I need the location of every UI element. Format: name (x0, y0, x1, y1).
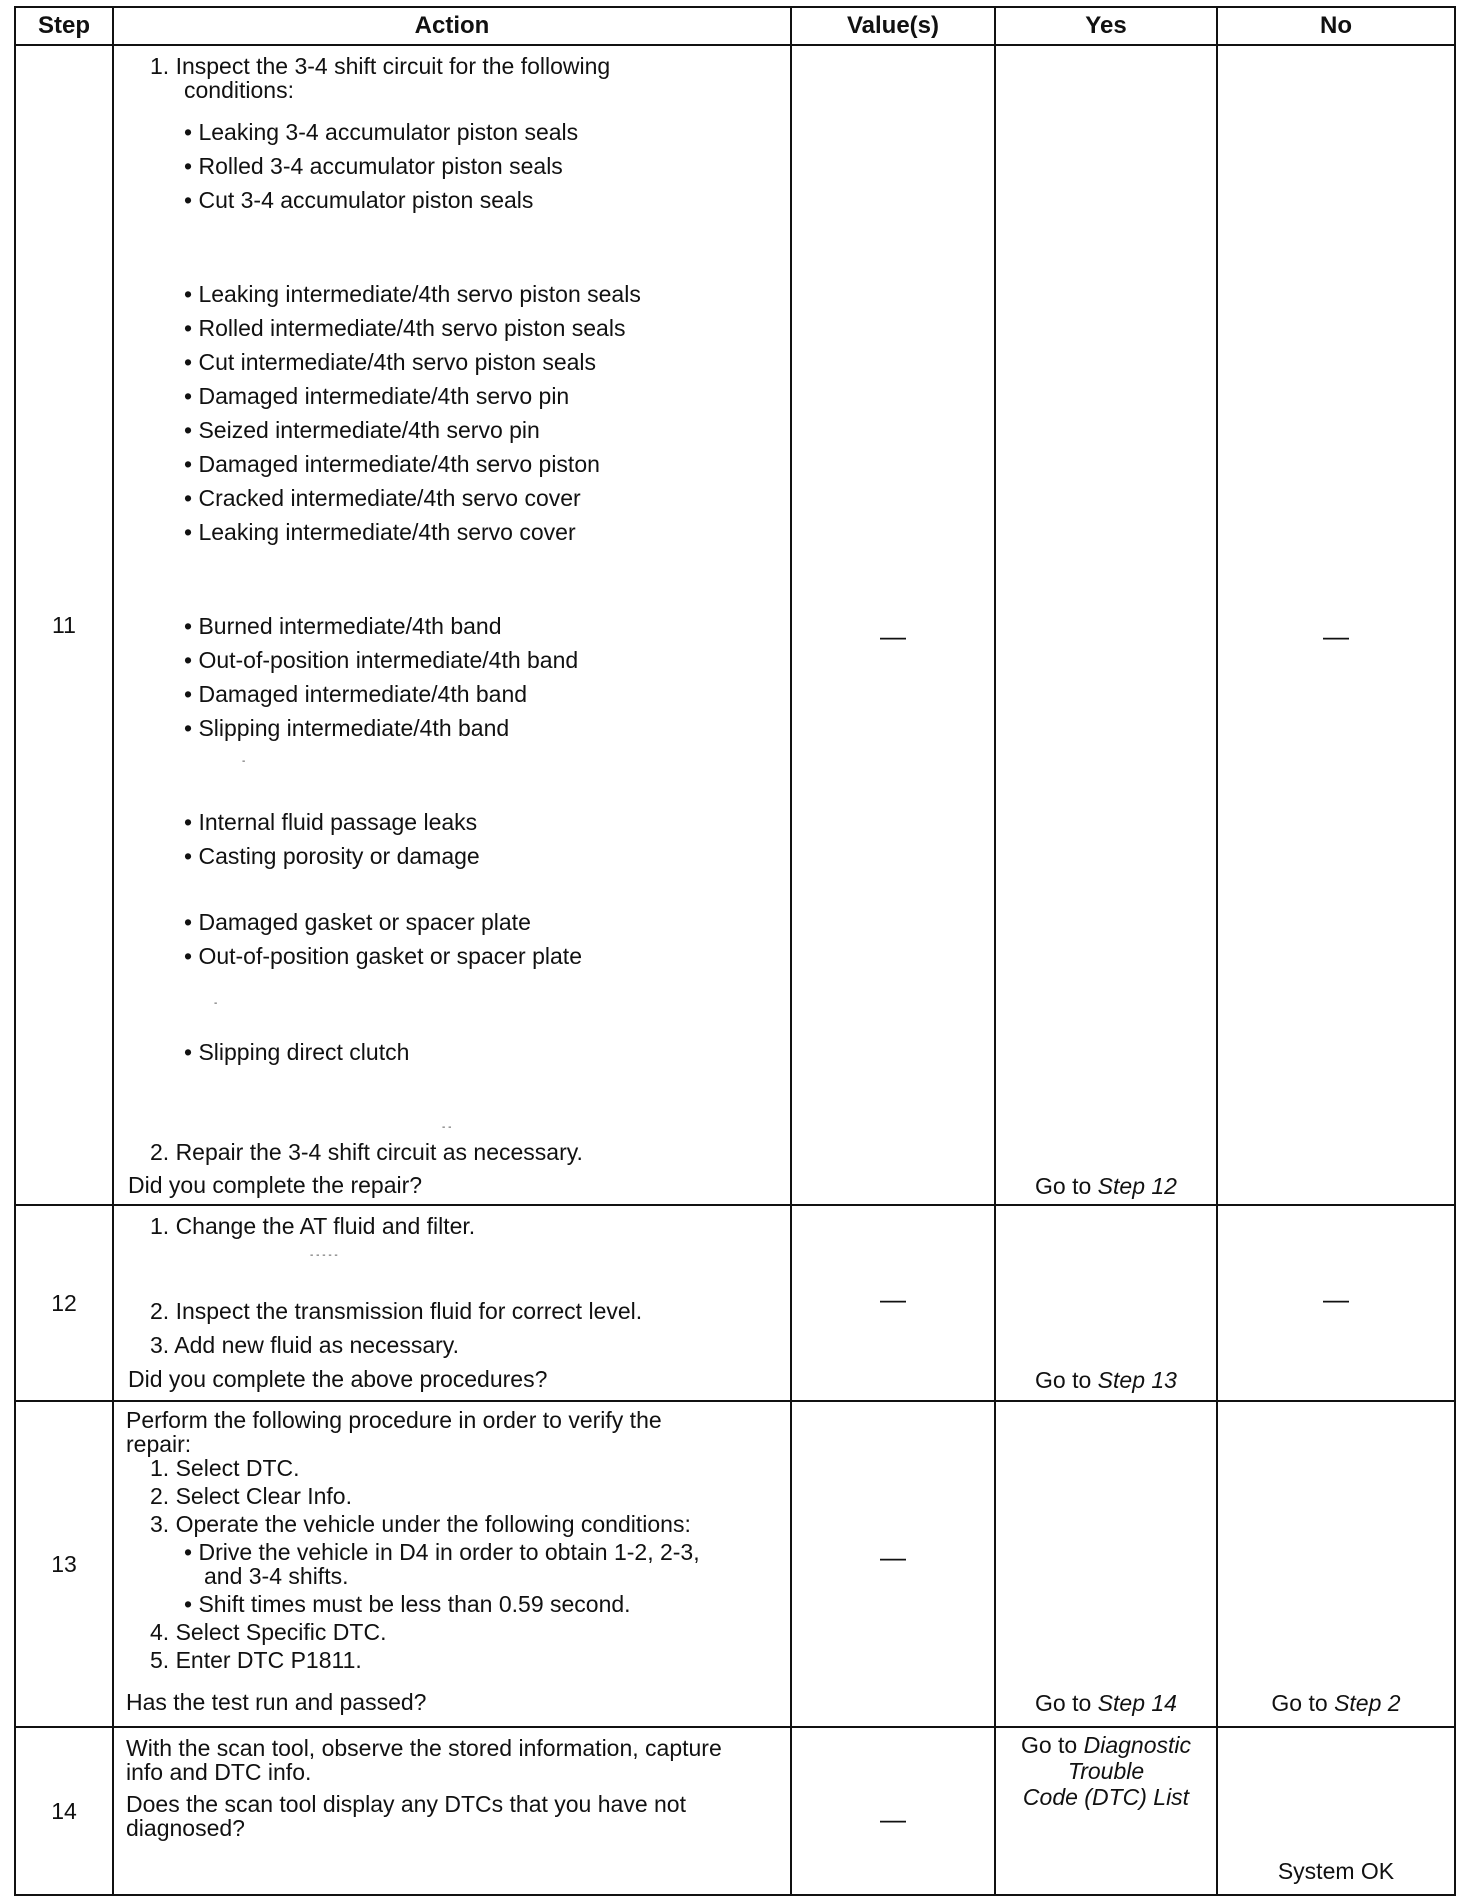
bullet-item: • Damaged intermediate/4th band (184, 681, 528, 707)
yes-goto-continued (996, 1758, 1216, 1784)
bullet-text: Slipping intermediate/4th band (198, 715, 510, 741)
step-number: 11 (52, 612, 76, 638)
action-item: 5. Enter DTC P1811. (150, 1647, 362, 1673)
bullet-text: Leaking intermediate/4th servo piston seals (198, 281, 641, 307)
value-dash: — (880, 621, 906, 651)
diagnostic-table (14, 6, 1456, 1896)
scan-speck: - (242, 756, 246, 767)
yes-cell (995, 45, 1217, 1205)
action-cell (113, 1205, 791, 1401)
scan-speck: - - - - - (310, 1250, 338, 1261)
bullet-text: Damaged intermediate/4th band (198, 681, 528, 707)
bullet-item: • Slipping intermediate/4th band (184, 715, 510, 741)
value-cell (791, 1727, 995, 1895)
yes-cell (995, 1205, 1217, 1401)
bullet-text: Cut 3-4 accumulator piston seals (198, 187, 534, 213)
yes-goto (996, 1367, 1216, 1393)
no-cell (1217, 1727, 1455, 1895)
action-cell (113, 1401, 791, 1727)
scan-speck: - - (442, 1122, 452, 1133)
bullet-item: • Internal fluid passage leaks (184, 809, 478, 835)
action-question: diagnosed? (126, 1815, 245, 1841)
no-dash: — (1323, 621, 1349, 651)
bullet-item: • Casting porosity or damage (184, 843, 480, 869)
value-cell (791, 1205, 995, 1401)
action-question: Did you complete the repair? (128, 1172, 423, 1198)
bullet-text: Leaking 3-4 accumulator piston seals (198, 119, 579, 145)
action-intro: Perform the following procedure in order to verify the (126, 1407, 662, 1433)
yes-goto (996, 1690, 1216, 1716)
bullet-item: • Slipping direct clutch (184, 1039, 410, 1065)
header-action: Action (113, 7, 791, 45)
bullet-item: • Cut 3-4 accumulator piston seals (184, 187, 534, 213)
no-cell (1217, 45, 1455, 1205)
step-cell (15, 45, 113, 1205)
bullet-text: Cut intermediate/4th servo piston seals (198, 349, 597, 375)
scan-speck: - (214, 998, 218, 1009)
bullet-text: Slipping direct clutch (198, 1039, 410, 1065)
action-item: 1. Change the AT fluid and filter. (150, 1213, 476, 1239)
action-text: With the scan tool, observe the stored information, capture (126, 1735, 722, 1761)
action-item: 3. Operate the vehicle under the following conditions: (150, 1511, 691, 1537)
goto-link: Trouble (1067, 1758, 1145, 1784)
no-cell (1217, 1401, 1455, 1727)
header-yes: Yes (995, 7, 1217, 45)
table-row (15, 1401, 1455, 1727)
bullet-item: • Shift times must be less than 0.59 second. (184, 1591, 631, 1617)
bullet-item: • Damaged gasket or spacer plate (184, 909, 531, 935)
no-result: System OK (1277, 1858, 1395, 1884)
bullet-item: • Leaking intermediate/4th servo piston seals (184, 281, 641, 307)
yes-cell (995, 1727, 1217, 1895)
yes-cell (995, 1401, 1217, 1727)
bullet-text: Internal fluid passage leaks (198, 809, 478, 835)
value-cell (791, 1401, 995, 1727)
action-question: Has the test run and passed? (126, 1689, 427, 1715)
action-item: 2. Select Clear Info. (150, 1483, 352, 1509)
action-question: Does the scan tool display any DTCs that you have not (126, 1791, 686, 1817)
table-row (15, 1727, 1455, 1895)
goto-link: Diagnostic (1083, 1732, 1192, 1758)
bullet-item: • Rolled 3-4 accumulator piston seals (184, 153, 563, 179)
bullet-text: Seized intermediate/4th servo pin (198, 417, 540, 443)
action-question: Did you complete the above procedures? (128, 1366, 548, 1392)
bullet-item-continued: and 3-4 shifts. (204, 1563, 349, 1589)
bullet-text: Out-of-position intermediate/4th band (198, 647, 579, 673)
table-row (15, 45, 1455, 1205)
bullet-text: Leaking intermediate/4th servo cover (198, 519, 576, 545)
goto-prefix: Go to (1035, 1690, 1098, 1716)
bullet-text: Rolled intermediate/4th servo piston seals (198, 315, 626, 341)
step-cell (15, 1727, 113, 1895)
action-intro: repair: (126, 1431, 192, 1457)
goto-prefix: Go to (1020, 1732, 1084, 1758)
yes-goto-continued (996, 1784, 1216, 1810)
bullet-item: • Drive the vehicle in D4 in order to obtain 1-2, 2-3, (184, 1539, 700, 1565)
value-dash: — (880, 1804, 906, 1834)
header-values: Value(s) (791, 7, 995, 45)
bullet-text: Damaged intermediate/4th servo pin (198, 383, 570, 409)
step-number: 12 (51, 1290, 77, 1316)
goto-prefix: Go to (1035, 1367, 1098, 1393)
bullet-item: • Burned intermediate/4th band (184, 613, 502, 639)
header-no: No (1217, 7, 1455, 45)
bullet-text: Damaged gasket or spacer plate (198, 909, 531, 935)
no-dash: — (1323, 1284, 1349, 1314)
yes-goto (996, 1173, 1216, 1199)
bullet-text: Shift times must be less than 0.59 second. (198, 1591, 631, 1617)
table-row (15, 1205, 1455, 1401)
bullet-text: Rolled 3-4 accumulator piston seals (198, 153, 563, 179)
action-cell (113, 45, 791, 1205)
action-item: 4. Select Specific DTC. (150, 1619, 387, 1645)
goto-prefix: Go to (1035, 1173, 1098, 1199)
value-dash: — (880, 1542, 906, 1572)
action-item: 1. Inspect the 3-4 shift circuit for the following (150, 53, 611, 79)
step-number: 14 (51, 1798, 77, 1824)
bullet-item: • Damaged intermediate/4th servo pin (184, 383, 570, 409)
action-cell (113, 1727, 791, 1895)
bullet-item: • Seized intermediate/4th servo pin (184, 417, 540, 443)
action-item: 2. Repair the 3-4 shift circuit as necessary. (150, 1139, 583, 1165)
step-number: 13 (51, 1551, 77, 1577)
bullet-text: Drive the vehicle in D4 in order to obtain 1-2, 2-3, (198, 1539, 700, 1565)
header-step: Step (15, 7, 113, 45)
action-item: 1. Select DTC. (150, 1455, 300, 1481)
action-item: 3. Add new fluid as necessary. (150, 1332, 459, 1358)
bullet-item: • Damaged intermediate/4th servo piston (184, 451, 600, 477)
action-item: 2. Inspect the transmission fluid for correct level. (150, 1298, 643, 1324)
bullet-item: • Leaking 3-4 accumulator piston seals (184, 119, 579, 145)
goto-link: Code (DTC) List (1022, 1784, 1190, 1810)
step-cell (15, 1401, 113, 1727)
bullet-item: • Cracked intermediate/4th servo cover (184, 485, 581, 511)
value-dash: — (880, 1284, 906, 1314)
header-row (15, 7, 1455, 45)
step-cell (15, 1205, 113, 1401)
bullet-item: • Out-of-position gasket or spacer plate (184, 943, 582, 969)
goto-step-link: Step 13 (1097, 1367, 1177, 1393)
bullet-text: Burned intermediate/4th band (198, 613, 502, 639)
goto-step-link: Step 2 (1334, 1690, 1401, 1716)
action-item-continued: conditions: (184, 77, 294, 103)
goto-step-link: Step 12 (1097, 1173, 1177, 1199)
no-goto (1218, 1690, 1454, 1716)
goto-step-link: Step 14 (1097, 1690, 1177, 1716)
bullet-item: • Out-of-position intermediate/4th band (184, 647, 579, 673)
action-text: info and DTC info. (126, 1759, 312, 1785)
yes-goto (996, 1732, 1216, 1758)
goto-prefix: Go to (1271, 1690, 1335, 1716)
bullet-text: Casting porosity or damage (198, 843, 480, 869)
bullet-text: Damaged intermediate/4th servo piston (198, 451, 600, 477)
no-cell (1217, 1205, 1455, 1401)
value-cell (791, 45, 995, 1205)
bullet-text: Out-of-position gasket or spacer plate (198, 943, 582, 969)
bullet-item: • Rolled intermediate/4th servo piston seals (184, 315, 626, 341)
bullet-item: • Leaking intermediate/4th servo cover (184, 519, 576, 545)
bullet-item: • Cut intermediate/4th servo piston seals (184, 349, 597, 375)
bullet-text: Cracked intermediate/4th servo cover (198, 485, 581, 511)
